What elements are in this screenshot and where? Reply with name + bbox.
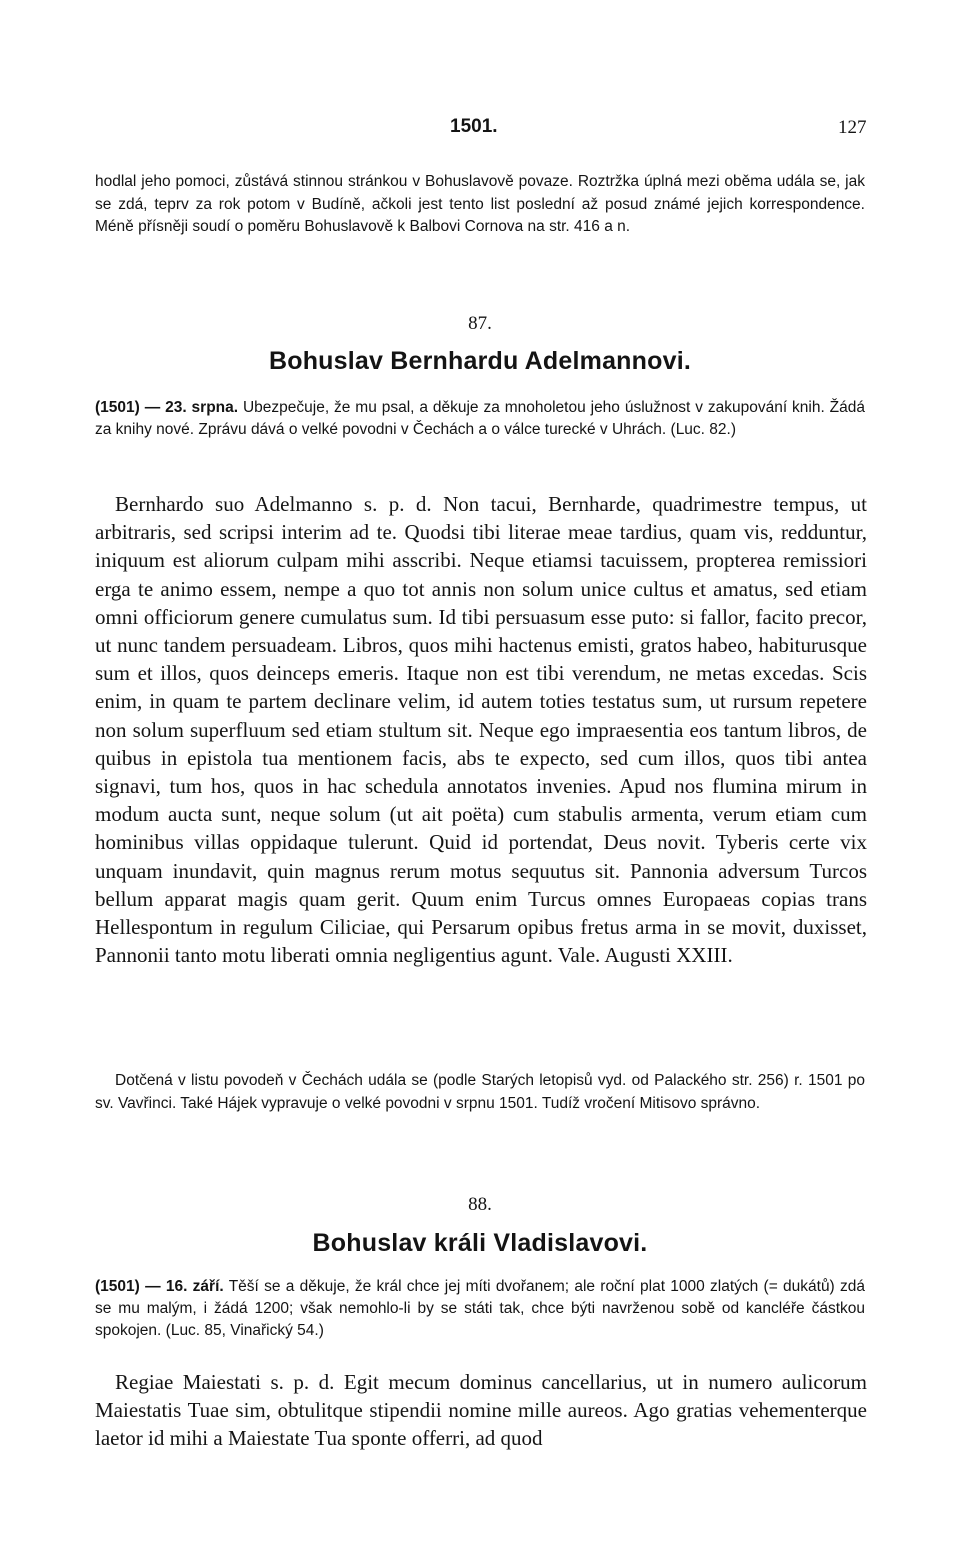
letter-summary-text-88: Těší se a děkuje, že král chce jej míti dvořanem; ale roční plat 1000 zlatých (= dukátů) zdá se mu malým, i žádá 1200; však nemohlo-li by se státi tak, chce býti navrženou sobě od kancléře částkou spokojen. (Luc. 85, Vinařický 54.) (95, 1278, 865, 1339)
letter-summary-88 (95, 1276, 865, 1342)
letter-footnote-87 (95, 1070, 865, 1115)
letter-summary-87 (95, 397, 865, 441)
letter-body-87 (95, 490, 867, 969)
letter-title-87: Bohuslav Bernhardu Adelmannovi. (268, 347, 691, 375)
letter-body-88 (95, 1368, 867, 1453)
continuation-note: hodlal jeho pomoci, zůstává stinnou stránkou v Bohuslavově povaze. Roztržka úplná mezi oběma udála se, jak se zdá, teprv za rok potom v Budíně, ačkoli jest tento list poslední až posud známé jejich korrespondence. Méně přísněji soudí o poměru Bohuslavově k Balbovi Cornova na str. 416 a n. (95, 173, 865, 235)
letter-summary-text-87: Ubezpečuje, že mu psal, a děkuje za mnoholetou jeho úslužnost v zakupování knih. Žádá za knihy nové. Zprávu dává o velké povodni v Čechách a o válce turecké v Uhrách. (Luc. 82.) (95, 399, 865, 438)
letter-number-87: 87. (468, 313, 492, 334)
running-header-year: 1501. (450, 116, 498, 137)
letter-number-88: 88. (468, 1194, 492, 1215)
page-number: 127 (838, 117, 867, 138)
letter-date-88: (1501) — 16. září. (95, 1278, 224, 1295)
letter-title-88: Bohuslav králi Vladislavovi. (312, 1229, 648, 1257)
letter-footnote-text-87: Dotčená v listu povodeň v Čechách udála se (podle Starých letopisů vyd. od Palackého str. 256) r. 1501 po sv. Vavřinci. Také Hájek vypravuje o velké povodni v srpnu 1501. Tudíž vročení Mitisovo správno. (95, 1072, 865, 1112)
letter-date-87: (1501) — 23. srpna. (95, 399, 239, 416)
letter-body-text-87: Bernhardo suo Adelmanno s. p. d. Non tacui, Bernharde, quadrimestre tempus, ut arbitraris, sed scripsi interim ad te. Quodsi tibi literae meae tardius, quam vis, redduntur, iniquum est aliorum culpam mihi asscribi. Neque etiamsi tacuissem, propterea remissiori erga te animo essem, nempe a quo tot annis non solum unice cultus et amatus, sed etiam omni officiorum genere cumulatus sum. Id tibi persuasum esse puto: si fallor, facito precor, ut nunc tandem persuadeam. Libros, quos mihi hactenus emisti, gratos habeo, habiturusque sum et illos, quos deinceps emeris. Itaque non est tibi verendum, ne metas excedas. Scis enim, in quam te partem declinare velim, id autem toties testatus sum, ut rursum repetere non solum superfluum sed etiam stultum sit. Neque ego impraesentia eos tantum libros, de quibus in epistola tua mentionem facis, abs te expecto, sed cum illos, quos tibi antea signavi, tum hos, quos in hac schedula annotatos invenies. Apud nos flumina mirum in modum aucta sunt, neque solum (ut ait poëta) cum stabulis armenta, verum etiam cum hominibus villas oppidaque tulerunt. Quid id portendat, Deus novit. Tyberis certe vix unquam inundavit, quin magnus rerum motus sequutus sit. Pannonia adversum Turcos bellum apparat magis quam gerit. Quum enim Turcus omnes Europaeas copias trans Hellespontum in regulum Ciliciae, qui Persarum opibus fretus arma in se movit, duxisset, Pannonii tanto motu liberati omnia negligentius agunt. Vale. Augusti XXIII. (95, 492, 867, 968)
letter-body-text-88: Regiae Maiestati s. p. d. Egit mecum dominus cancellarius, ut in numero aulicorum Maiestatis Tuae sim, obtulitque stipendii nomine mille aureos. Ago gratias vehementerque laetor id mihi a Maiestate Tua sponte offerri, ad quod (95, 1370, 867, 1451)
